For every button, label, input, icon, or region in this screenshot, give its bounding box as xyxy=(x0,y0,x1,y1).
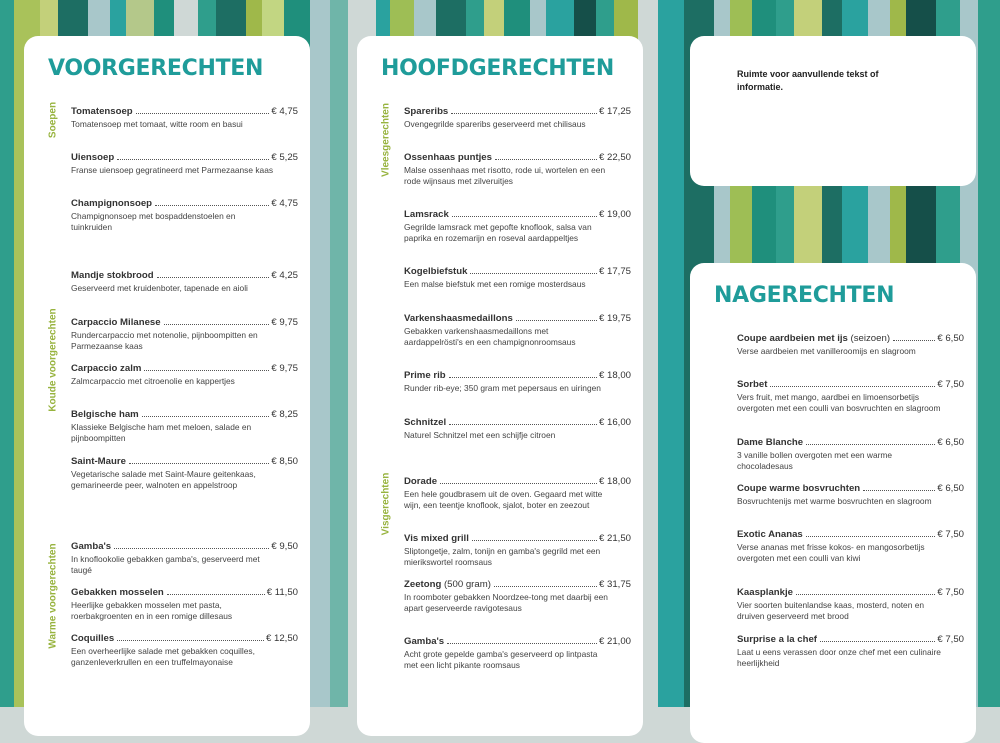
item-description: Champignonsoep met bospaddenstoelen en tuinkruiden xyxy=(71,211,236,233)
item-description: Zalmcarpaccio met citroenolie en kappertjes xyxy=(71,376,235,386)
item-name: Champignonsoep xyxy=(71,198,153,209)
item-name: Carpaccio zalm xyxy=(71,363,142,374)
item-description: Gebakken varkenshaasmedaillons met aardappelrösti's en een champignonroomsaus xyxy=(404,326,576,348)
leader-dots xyxy=(494,586,597,587)
item-name xyxy=(737,333,890,345)
item-name-season: (seizoen) xyxy=(847,333,891,344)
item-name: Coquilles xyxy=(71,633,115,644)
item-description: Sliptongetje, zalm, tonijn en gamba's gegrild met een mierikswortel roomsaus xyxy=(404,546,601,568)
menu-item-gambas xyxy=(71,541,298,576)
item-price: € 19,00 xyxy=(598,209,631,220)
item-description: Laat u eens verassen door onze chef met een culinaire heerlijkheid xyxy=(737,647,941,669)
item-description: Vegetarische salade met Saint-Maure geitenkaas, gemarineerde peer, walnoten en appelstroop xyxy=(71,469,256,491)
menu-item-carpaccio-milanese xyxy=(71,317,298,352)
nagerechten-panel xyxy=(690,263,976,743)
item-name: Gamba's xyxy=(71,541,112,552)
menu-item-schnitzel xyxy=(404,417,631,441)
hoofdgerechten-title: HOOFDGERECHTEN xyxy=(381,56,614,81)
item-name: Saint-Maure xyxy=(71,456,126,467)
menu-item-champignonsoep xyxy=(71,198,298,233)
leader-dots xyxy=(470,273,597,274)
item-price: € 5,25 xyxy=(271,152,298,163)
item-price: € 8,50 xyxy=(271,456,298,467)
item-name: Sorbet xyxy=(737,379,768,390)
item-description: Acht grote gepelde gamba's geserveerd op lintpasta met een licht pikante roomsaus xyxy=(404,649,598,671)
menu-item-saint-maure xyxy=(71,456,298,491)
item-description: In roomboter gebakken Noordzee-tong met daarbij een apart geserveerde ravigotesaus xyxy=(404,592,608,614)
item-price: € 9,75 xyxy=(271,363,298,374)
leader-dots xyxy=(770,386,935,387)
item-name: Schnitzel xyxy=(404,417,447,428)
item-price: € 7,50 xyxy=(937,379,964,390)
item-name: Lamsrack xyxy=(404,209,449,220)
menu-item-lamsrack xyxy=(404,209,631,244)
item-description: Gegrilde lamsrack met gepofte knoflook, salsa van paprika en rozemarijn en roseval aardappeltjes xyxy=(404,222,592,244)
leader-dots xyxy=(117,159,269,160)
leader-dots xyxy=(516,320,597,321)
leader-dots xyxy=(447,643,597,644)
item-description: 3 vanille bollen overgoten met een warme chocoladesaus xyxy=(737,450,893,472)
item-price: € 7,50 xyxy=(937,529,964,540)
extra-info-panel xyxy=(690,36,976,186)
item-price: € 4,75 xyxy=(271,106,298,117)
menu-item-spareribs xyxy=(404,106,631,130)
item-name: Gebakken mosselen xyxy=(71,587,164,598)
leader-dots xyxy=(863,490,935,491)
voorgerechten-panel: VOORGERECHTEN Soepen Koude voorgerechten Warme voorgerechten Tomatensoep € 4,75 Tomatensoep met tomaat, witte room en basui Uiensoep € 5,25 Franse uiensoep gegratineerd met Parmezaanse kaas Champignonsoep € 4,75 Champignonsoep met bospaddenstoelen en tuinkruiden Mandje stokbrood € 4,25 Geserveerd met kruidenboter, tapenade en aioli Carpaccio Milanese € 9,75 Rundercarpaccio met notenolie, pijnboompitten en Parmezaanse kaas Carpaccio zalm € 9,75 Zalmcarpaccio met citroenolie en kappertjes Belgische ham € 8,25 Klassieke Belgische ham met meloen, salade en pijnboompitten Saint-Maure € 8,50 Vegetarische salade met Saint-Maure geitenkaas, gemarineerde peer, walnoten en appelstroop Gamba's € 9,50 In knoflookolie gebakken gamba's, geserveerd met taugé Gebakken mosselen € 11,50 Heerlijke gebakken mosselen met pasta, roerbakgroenten en in een romige dillesaus Coquilles € 12,50 Een overheerlijke salade met gebakken coquilles, ganzenleverkrullen en een truffelmayonaise xyxy=(24,36,310,736)
leader-dots xyxy=(155,205,269,206)
item-name: Coupe warme bosvruchten xyxy=(737,483,861,494)
menu-item-prime-rib xyxy=(404,370,631,394)
leader-dots xyxy=(440,483,597,484)
item-name: Gamba's xyxy=(404,636,445,647)
leader-dots xyxy=(820,641,935,642)
leader-dots xyxy=(449,377,597,378)
leader-dots xyxy=(495,159,597,160)
menu-item-kaasplankje xyxy=(737,587,964,622)
item-description: Verse aardbeien met vanilleroomijs en slagroom xyxy=(737,346,916,356)
menu-item-carpaccio-zalm xyxy=(71,363,298,387)
item-name: Dorade xyxy=(404,476,438,487)
item-name: Vis mixed grill xyxy=(404,533,469,544)
item-price: € 9,50 xyxy=(271,541,298,552)
menu-item-exotic-ananas xyxy=(737,529,964,564)
item-name: Varkenshaasmedaillons xyxy=(404,313,513,324)
item-description: Verse ananas met frisse kokos- en mangosorbetijs overgoten met een coulli van kiwi xyxy=(737,542,925,564)
item-price: € 18,00 xyxy=(598,370,631,381)
menu-item-uiensoep xyxy=(71,152,298,176)
item-price: € 31,75 xyxy=(598,579,631,590)
item-description: Naturel Schnitzel met een schijfje citroen xyxy=(404,430,556,440)
menu-item-dorade xyxy=(404,476,631,511)
leader-dots xyxy=(164,324,270,325)
item-name-main: Coupe aardbeien met ijs xyxy=(737,333,848,344)
item-description: Runder rib-eye; 350 gram met pepersaus en uiringen xyxy=(404,383,601,393)
item-price: € 22,50 xyxy=(598,152,631,163)
item-description: Vier soorten buitenlandse kaas, mosterd, noten en druiven geserveerd met brood xyxy=(737,600,925,622)
item-name: Kaasplankje xyxy=(737,587,793,598)
item-description: Malse ossenhaas met risotto, rode ui, wortelen en een rode wijnsaus met zilveruitjes xyxy=(404,165,606,187)
item-name: Ossenhaas puntjes xyxy=(404,152,492,163)
item-description: Vers fruit, met mango, aardbei en limoensorbetijs overgoten met een coulli van bosvruchten en slagroom xyxy=(737,392,941,414)
stripe xyxy=(658,0,684,707)
item-price: € 4,75 xyxy=(271,198,298,209)
menu-item-coupe-warme-bosvruchten xyxy=(737,483,964,507)
leader-dots xyxy=(114,548,269,549)
leader-dots xyxy=(129,463,269,464)
item-name xyxy=(404,579,491,591)
menu-item-surprise-a-la-chef xyxy=(737,634,964,669)
item-description: Bosvruchtenijs met warme bosvruchten en slagroom xyxy=(737,496,932,506)
item-description: Franse uiensoep gegratineerd met Parmezaanse kaas xyxy=(71,165,274,175)
item-description: Heerlijke gebakken mosselen met pasta, roerbakgroenten en in een romige dillesaus xyxy=(71,600,233,622)
item-description: Ovengegrilde spareribs geserveerd met chilisaus xyxy=(404,119,586,129)
item-price: € 17,25 xyxy=(598,106,631,117)
menu-item-varkenshaasmedaillons xyxy=(404,313,631,348)
menu-item-coupe-aardbeien xyxy=(737,333,964,357)
item-description: Tomatensoep met tomaat, witte room en basui xyxy=(71,119,243,129)
item-name: Belgische ham xyxy=(71,409,139,420)
item-name-main: Zeetong xyxy=(404,579,442,590)
item-description: Een hele goudbrasem uit de oven. Gegaard met witte wijn, een teentje knoflook, sjalot, boter en zeezout xyxy=(404,489,603,511)
leader-dots xyxy=(136,113,270,114)
leader-dots xyxy=(157,277,270,278)
menu-item-gambas-hoofd xyxy=(404,636,631,671)
item-name: Carpaccio Milanese xyxy=(71,317,161,328)
leader-dots xyxy=(806,444,935,445)
menu-item-belgische-ham xyxy=(71,409,298,444)
menu-item-dame-blanche xyxy=(737,437,964,472)
item-price: € 9,75 xyxy=(271,317,298,328)
item-description: Geserveerd met kruidenboter, tapenade en aioli xyxy=(71,283,248,293)
leader-dots xyxy=(449,424,597,425)
item-name: Tomatensoep xyxy=(71,106,133,117)
item-price: € 16,00 xyxy=(598,417,631,428)
item-name: Uiensoep xyxy=(71,152,115,163)
menu-item-tomatensoep xyxy=(71,106,298,130)
extra-info-text: Ruimte voor aanvullende tekst of informatie. xyxy=(737,69,879,92)
item-name: Surprise a la chef xyxy=(737,634,817,645)
leader-dots xyxy=(451,113,597,114)
leader-dots xyxy=(167,594,265,595)
stripe xyxy=(978,0,1000,707)
item-name: Kogelbiefstuk xyxy=(404,266,468,277)
item-description: Rundercarpaccio met notenolie, pijnboompitten en Parmezaanse kaas xyxy=(71,330,258,352)
leader-dots xyxy=(452,216,597,217)
menu-item-zeetong xyxy=(404,579,631,614)
menu-item-ossenhaas-puntjes xyxy=(404,152,631,187)
item-description: Een overheerlijke salade met gebakken coquilles, ganzenleverkrullen en een truffelmayonaise xyxy=(71,646,255,668)
item-price: € 11,50 xyxy=(266,587,298,598)
voorgerechten-title: VOORGERECHTEN xyxy=(48,56,264,81)
item-name: Mandje stokbrood xyxy=(71,270,154,281)
stripe xyxy=(330,0,348,707)
stripe xyxy=(0,0,14,707)
leader-dots xyxy=(806,536,936,537)
stripe xyxy=(310,0,330,707)
menu-item-vis-mixed-grill xyxy=(404,533,631,568)
item-price: € 4,25 xyxy=(271,270,298,281)
item-price: € 8,25 xyxy=(271,409,298,420)
nagerechten-title: NAGERECHTEN xyxy=(714,283,895,308)
item-price: € 19,75 xyxy=(598,313,631,324)
leader-dots xyxy=(117,640,264,641)
item-price: € 17,75 xyxy=(598,266,631,277)
item-name: Spareribs xyxy=(404,106,449,117)
item-price: € 6,50 xyxy=(937,333,964,344)
item-description: Een malse biefstuk met een romige mosterdsaus xyxy=(404,279,586,289)
item-price: € 6,50 xyxy=(937,437,964,448)
menu-item-mandje-stokbrood xyxy=(71,270,298,294)
item-price: € 6,50 xyxy=(937,483,964,494)
menu-item-sorbet xyxy=(737,379,964,414)
leader-dots xyxy=(142,416,270,417)
menu-item-gebakken-mosselen xyxy=(71,587,298,622)
item-price: € 7,50 xyxy=(937,634,964,645)
item-price: € 18,00 xyxy=(598,476,631,487)
item-name: Prime rib xyxy=(404,370,446,381)
item-name: Exotic Ananas xyxy=(737,529,803,540)
item-description: In knoflookolie gebakken gamba's, geserveerd met taugé xyxy=(71,554,260,576)
hoofdgerechten-panel: HOOFDGERECHTEN Vleesgerechten Visgerechten Spareribs € 17,25 Ovengegrilde spareribs geserveerd met chilisaus Ossenhaas puntjes € 22,50 Malse ossenhaas met risotto, rode ui, wortelen en een rode wijnsaus met zilveruitjes Lamsrack € 19,00 Gegrilde lamsrack met gepofte knoflook, salsa van paprika en rozemarijn en roseval aardappeltjes Kogelbiefstuk € 17,75 Een malse biefstuk met een romige mosterdsaus Varkenshaasmedaillons € 19,75 Gebakken varkenshaasmedaillons met aardappelrösti's en een champignonroomsaus Prime rib € 18,00 Runder rib-eye; 350 gram met pepersaus en uiringen Schnitzel € 16,00 Naturel Schnitzel met een schijfje citroen Dorade € 18,00 Een hele goudbrasem uit de oven. Gegaard met witte wijn, een teentje knoflook, sjalot, boter en zeezout Vis mixed grill € 21,50 Sliptongetje, zalm, tonijn en gamba's gegrild met een mierikswortel roomsaus Zeetong (500 gram) € 31,75 In roomboter gebakken Noordzee-tong met daarbij een apart geserveerde ravigotesaus Gamba's € 21,00 Acht grote gepelde gamba's geserveerd op lintpasta met een licht pikante roomsaus xyxy=(357,36,643,736)
item-price: € 21,00 xyxy=(598,636,631,647)
item-name-weight: (500 gram) xyxy=(441,579,491,590)
item-name: Dame Blanche xyxy=(737,437,804,448)
item-price: € 7,50 xyxy=(937,587,964,598)
item-price: € 21,50 xyxy=(598,533,631,544)
leader-dots xyxy=(144,370,269,371)
item-price: € 12,50 xyxy=(265,633,298,644)
leader-dots xyxy=(893,340,935,341)
menu-item-kogelbiefstuk xyxy=(404,266,631,290)
menu-item-coquilles xyxy=(71,633,298,668)
leader-dots xyxy=(796,594,935,595)
leader-dots xyxy=(472,540,597,541)
item-description: Klassieke Belgische ham met meloen, salade en pijnboompitten xyxy=(71,422,252,444)
